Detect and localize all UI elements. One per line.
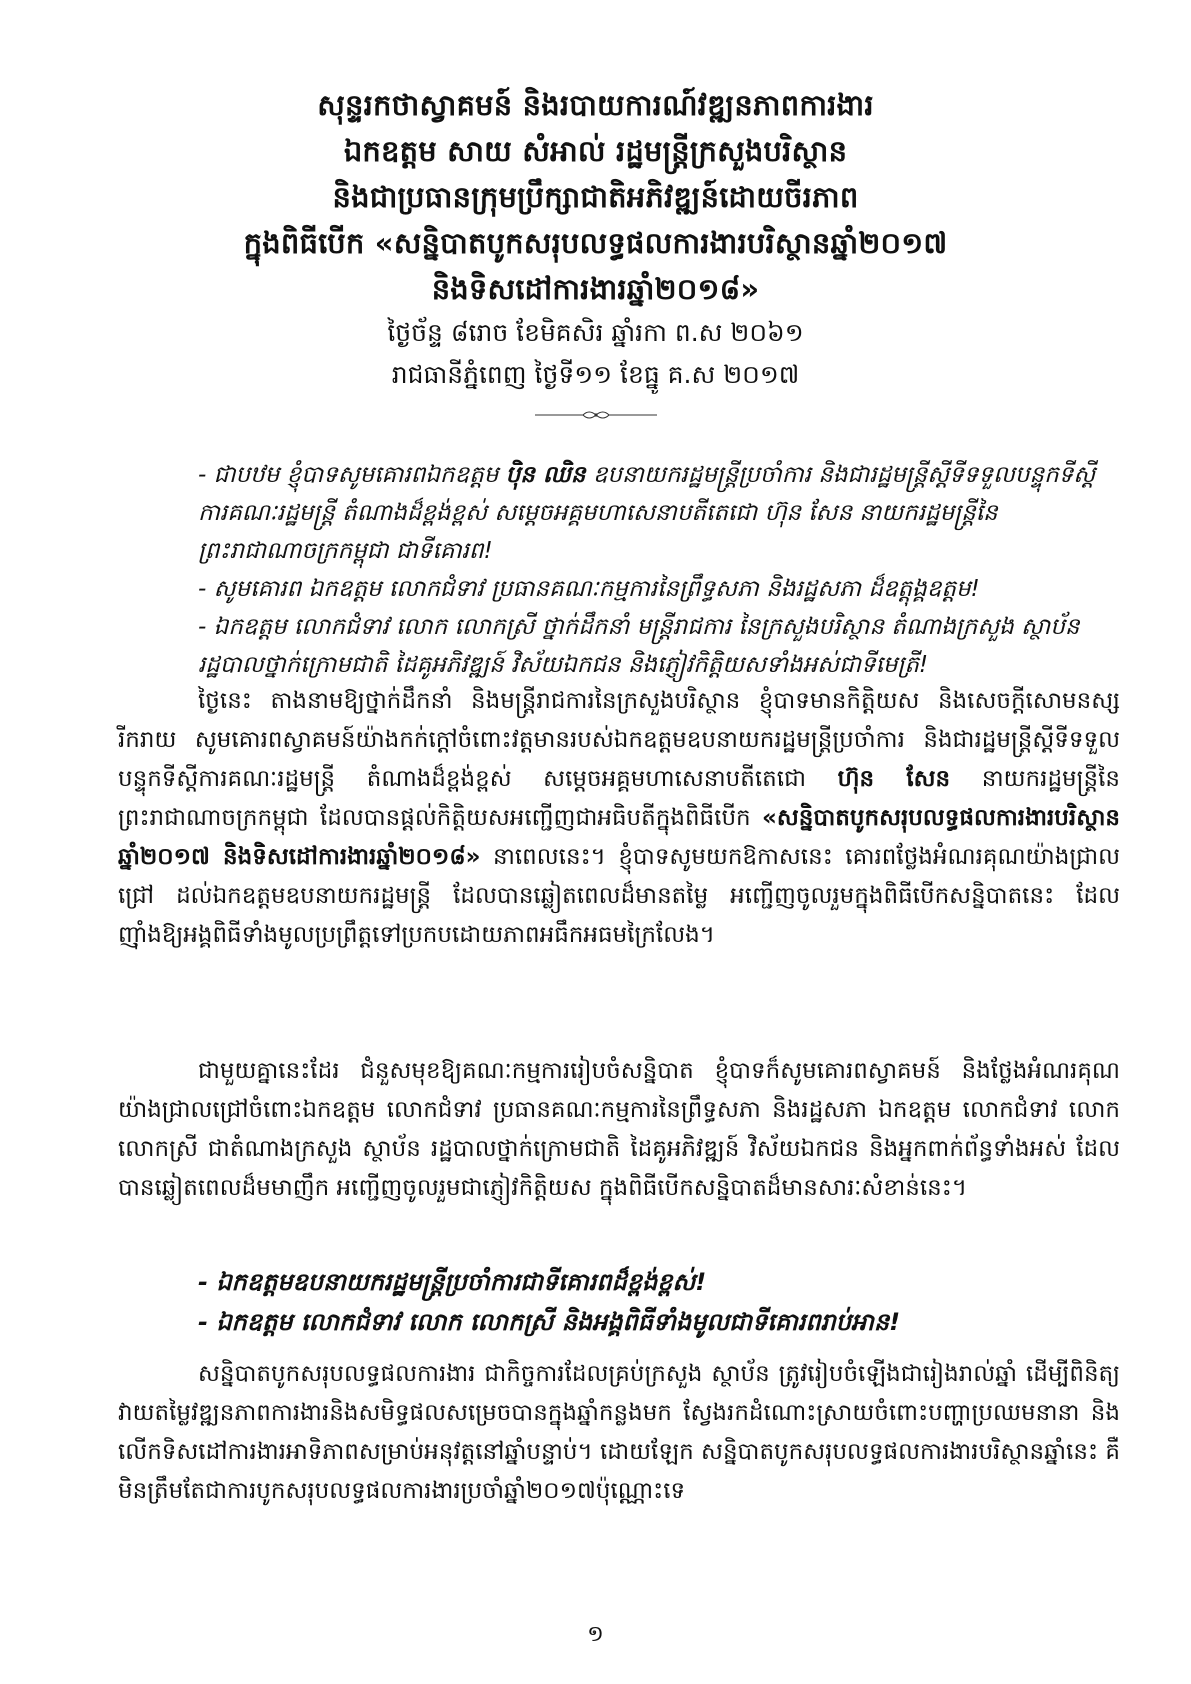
emphasis-item-2: - ឯកឧត្តម លោកជំទាវ លោក លោកស្រី និងអង្គពិធីទាំងមូលជាទីគោរពរាប់អាន! [198,1308,901,1336]
paragraph-3: សន្និបាតបូកសរុបលទ្ធផលការងារ ជាកិច្ចការដែលគ្រប់ក្រសួង ស្ថាប័ន ត្រូវរៀបចំឡើងជារៀងរាល់ឆ្នាំ ដើម្បីពិនិត្យវាយតម្លៃវឌ្ឍនភាពការងារនិងសមិទ្ធផលសម្រេចបានក្នុងឆ្នាំកន្លងមក ស្វែងរកដំណោះស្រាយចំពោះបញ្ហាប្រឈមនានា និងលើកទិសដៅការងារអាទិភាពសម្រាប់អនុវត្តនៅឆ្នាំបន្ទាប់។ ដោយឡែក សន្និបាតបូកសរុបលទ្ធផលការងារបរិស្ថានឆ្នាំនេះ គឺមិនត្រឹមតែជាការបូកសរុបលទ្ធផលការងារប្រចាំឆ្នាំ២០១៧ប៉ុណ្ណោះទេ [118,1361,1120,1504]
salutation-1-text-b: ឧបនាយករដ្ឋមន្ត្រីប្រចាំការ និងជារដ្ឋមន្ត្រីស្តីទីទទួលបន្ទុកទីស្តីការគណៈរដ្ឋមន្ត្រី តំណាងដ៏ខ្ពង់ខ្ពស់ សម្តេចអគ្គមហាសេនាបតីតេជោ ហ៊ុន សែន នាយករដ្ឋមន្ត្រីនៃព្រះរាជាណាចក្រកម្ពុជា ជាទីគោរព! [198,462,1096,564]
paragraph-1-text-b: នាយករដ្ឋមន្ត្រីនៃព្រះរាជាណាចក្រកម្ពុជា ដែលបានផ្តល់កិត្តិយសអញ្ជើញជាអធិបតីក្នុងពិធីបើក [118,766,1121,831]
salutation-item-1 [198,456,1118,570]
paragraph-1-text-a: ថ្ងៃនេះ តាងនាមឱ្យថ្នាក់ដឹកនាំ និងមន្ត្រីរាជការនៃក្រសួងបរិស្ថាន ខ្ញុំបាទមានកិត្តិយស និងសេចក្តីសោមនស្សរីករាយ សូមគោរពស្វាគមន៍យ៉ាងកក់ក្តៅចំពោះវត្តមានរបស់ឯកឧត្តមឧបនាយករដ្ឋមន្ត្រីប្រចាំការ និងជារដ្ឋមន្ត្រីស្តីទីទទួលបន្ទុកទីស្តីការគណៈរដ្ឋមន្ត្រី តំណាងដ៏ខ្ពង់ខ្ពស់ សម្តេចអគ្គមហាសេនាបតីតេជោ [118,688,1120,792]
paragraph-1 [118,682,1120,955]
paragraph-1-event-title: «សន្និបាតបូកសរុបលទ្ធផលការងារបរិស្ថានឆ្នាំ២០១៧ និងទិសដៅការងារឆ្នាំ២០១៨» [118,805,1120,870]
title-line-1: សុន្ទរកថាស្វាគមន៍ និងរបាយការណ៍វឌ្ឍនភាពការងារ [317,88,874,122]
salutation-1-text-a: - ជាបឋម ខ្ញុំបាទសូមគោរពឯកឧត្តម [198,462,506,488]
paragraph-1-text-c: នាពេលនេះ។ ខ្ញុំបាទសូមយកឱកាសនេះ គោរពថ្លែងអំណរគុណយ៉ាងជ្រាលជ្រៅ ដល់ឯកឧត្តមឧបនាយករដ្ឋមន្ត្រី ដែលបានឆ្លៀតពេលដ៏មានតម្លៃ អញ្ជើញចូលរួមក្នុងពិធីបើកសន្និបាតនេះ ដែលញ៉ាំងឱ្យអង្គពិធីទាំងមូលប្រព្រឹត្តទៅប្រកបដោយភាពអធឹកអធមក្រៃលែង។ [118,844,1120,948]
document-header [120,82,1071,396]
page-number: ១ [587,1622,604,1647]
salutation-list [198,456,1118,684]
paragraph-2: ជាមួយគ្នានេះដែរ ជំនួសមុខឱ្យគណៈកម្មការរៀបចំសន្និបាត ខ្ញុំបាទក៏សូមគោរពស្វាគមន៍ និងថ្លែងអំណរគុណយ៉ាងជ្រាលជ្រៅចំពោះឯកឧត្តម លោកជំទាវ ប្រធានគណៈកម្មការនៃព្រឹទ្ធសភា និងរដ្ឋសភា ឯកឧត្តម លោកជំទាវ លោក លោកស្រី ជាតំណាងក្រសួង ស្ថាប័ន រដ្ឋបាលថ្នាក់ក្រោមជាតិ ដៃគូអភិវឌ្ឍន៍ វិស័យឯកជន និងអ្នកពាក់ព័ន្ធទាំងអស់ ដែលបានឆ្លៀតពេលដ៏មមាញឹក អញ្ជើញចូលរួមជាភ្ញៀវកិត្តិយស ក្នុងពិធីបើកសន្និបាតដ៏មានសារៈសំខាន់នេះ។ [118,1058,1120,1201]
emphasis-list [198,1262,1118,1342]
date-line-lunar: ថ្ងៃច័ន្ទ ៨រោច ខែមិគសិរ ឆ្នាំរកា ព.ស ២០៦១ [387,318,804,347]
date-line-gregorian: រាជធានីភ្នំពេញ ថ្ងៃទី១១ ខែធ្នូ គ.ស ២០១៧ [391,360,800,389]
salutation-1-name: ប៉ិន ឈិន [505,462,586,488]
salutation-item-2: - សូមគោរព ឯកឧត្តម លោកជំទាវ ប្រធានគណៈកម្មការនៃព្រឹទ្ធសភា និងរដ្ឋសភា ដ៏ឧត្តុង្គឧត្តម! [198,576,980,602]
title-line-4: ក្នុងពិធីបើក «សន្និបាតបូកសរុបលទ្ធផលការងារបរិស្ថានឆ្នាំ២០១៧ [243,226,948,260]
title-line-2: ឯកឧត្តម សាយ សំអាល់ រដ្ឋមន្ត្រីក្រសួងបរិស្ថាន [343,134,848,168]
title-line-5: និងទិសដៅការងារឆ្នាំ២០១៨» [431,272,760,306]
ornament-divider-icon [533,408,659,422]
salutation-item-3: - ឯកឧត្តម លោកជំទាវ លោក លោកស្រី ថ្នាក់ដឹកនាំ មន្ត្រីរាជការ នៃក្រសួងបរិស្ថាន តំណាងក្រសួង ស្ថាប័ន រដ្ឋបាលថ្នាក់ក្រោមជាតិ ដៃគូអភិវឌ្ឍន៍ វិស័យឯកជន និងភ្ញៀវកិត្តិយសទាំងអស់ជាទីមេត្រី! [198,614,1080,678]
paragraph-1-name: ហ៊ុន សែន [837,766,951,792]
title-line-3: និងជាប្រធានក្រុមប្រឹក្សាជាតិអភិវឌ្ឍន៍ដោយចីរភាព [332,180,859,214]
emphasis-item-1: - ឯកឧត្តមឧបនាយករដ្ឋមន្ត្រីប្រចាំការជាទីគោរពដ៏ខ្ពង់ខ្ពស់! [198,1268,707,1296]
